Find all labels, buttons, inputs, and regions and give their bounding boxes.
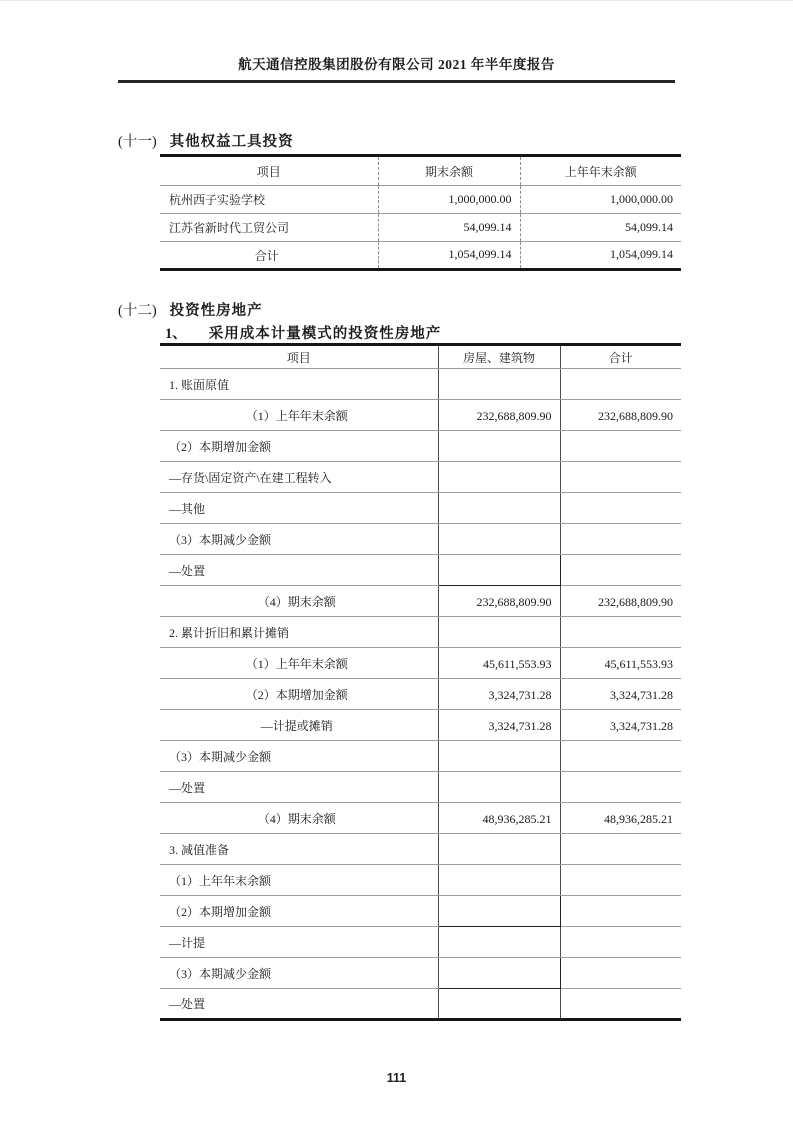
row-value-cell: 3,324,731.28: [560, 679, 681, 710]
table-row: [160, 462, 681, 493]
row-item-cell: 2. 累计折旧和累计摊销: [160, 617, 438, 648]
row-value-cell: 1,054,099.14: [610, 247, 673, 261]
row-value-cell: [438, 431, 560, 462]
row-value-cell: [560, 617, 681, 648]
row-value-cell: [438, 896, 560, 927]
table-row: [160, 369, 681, 400]
table-row: [160, 524, 681, 555]
row-value-cell: 48,936,285.21: [438, 803, 560, 834]
row-item-cell: —计提: [160, 927, 438, 958]
row-value-cell: 232,688,809.90: [438, 586, 560, 617]
row-value-cell: [438, 462, 560, 493]
row-value-cell: [560, 555, 681, 586]
row-value-cell: [560, 741, 681, 772]
column-header-ending-balance: 期末余额: [378, 156, 520, 186]
row-item-cell: 江苏省新时代工贸公司: [160, 214, 378, 242]
row-value-cell: 54,099.14: [378, 214, 520, 242]
table-row: [160, 186, 681, 214]
row-item-cell: 3. 减值准备: [160, 834, 438, 865]
page-header-title: 航天通信控股集团股份有限公司 2021 年半年度报告: [118, 53, 675, 83]
row-item-cell: （2）本期增加金额: [160, 431, 438, 462]
table-row: [160, 493, 681, 524]
section-number: (十一): [118, 134, 157, 150]
row-value-cell: [438, 369, 560, 400]
row-value-cell: 1,054,099.14: [378, 242, 520, 270]
subsection-heading-cost-model: [165, 322, 441, 343]
table-row: [160, 242, 681, 270]
row-item-cell: （3）本期减少金额: [160, 524, 438, 555]
table-row: [160, 741, 681, 772]
row-value-cell: 232,688,809.90: [438, 400, 560, 431]
table-row: [160, 865, 681, 896]
table-header-row: [160, 345, 681, 369]
row-item-cell: （4）期末余额: [160, 586, 438, 617]
section-title: 投资性房地产: [169, 303, 263, 319]
table-row: [160, 803, 681, 834]
row-item-cell: （3）本期减少金额: [160, 958, 438, 989]
row-item-cell: （1）上年年末余额: [160, 648, 438, 679]
column-header-item: 项目: [160, 156, 378, 186]
row-item-cell: （1）上年年末余额: [160, 400, 438, 431]
row-value-cell: [438, 927, 560, 958]
row-value-cell: 3,324,731.28: [438, 679, 560, 710]
row-value-cell: [560, 493, 681, 524]
section-heading-other-equity: [118, 130, 294, 151]
row-item-cell: （4）期末余额: [160, 803, 438, 834]
row-value-cell: 232,688,809.90: [560, 400, 681, 431]
row-item-cell: —其他: [160, 493, 438, 524]
table-row: [160, 989, 681, 1020]
table-row: [160, 586, 681, 617]
table-row: [160, 896, 681, 927]
row-value-cell: 232,688,809.90: [560, 586, 681, 617]
row-item-cell: 杭州西子实验学校: [160, 186, 378, 214]
table-header-row: [160, 156, 681, 186]
table-row: [160, 648, 681, 679]
row-item-cell: （1）上年年末余额: [160, 865, 438, 896]
row-item-cell: —存货\固定资产\在建工程转入: [160, 462, 438, 493]
row-value-cell: [560, 834, 681, 865]
row-value-cell: 3,324,731.28: [438, 710, 560, 741]
column-header-item: 项目: [160, 345, 438, 369]
row-value-cell: [438, 741, 560, 772]
row-value-cell: 1,000,000.00: [520, 186, 681, 214]
table-row: [160, 958, 681, 989]
row-item-cell: （3）本期减少金额: [160, 741, 438, 772]
column-header-buildings: 房屋、建筑物: [438, 345, 560, 369]
row-value-cell: [438, 865, 560, 896]
row-item-cell: 1. 账面原值: [160, 369, 438, 400]
row-value-cell: [560, 896, 681, 927]
table-row: [160, 834, 681, 865]
investment-property-table: [160, 343, 681, 1021]
row-value-cell: 48,936,285.21: [560, 803, 681, 834]
section-heading-investment-property: [118, 299, 263, 320]
row-value-cell: 54,099.14: [520, 214, 681, 242]
row-item-cell: —处置: [160, 555, 438, 586]
row-value-cell: [560, 369, 681, 400]
column-header-prior-year-balance: 上年年末余额: [520, 156, 681, 186]
row-value-cell: [560, 431, 681, 462]
row-value-cell: [560, 524, 681, 555]
row-value-cell: [438, 989, 560, 1020]
row-item-cell: —计提或摊销: [160, 710, 438, 741]
row-value-cell: [438, 493, 560, 524]
other-equity-table: [160, 154, 681, 271]
table-row: [160, 555, 681, 586]
row-item-cell: 合计: [160, 242, 378, 270]
subsection-number: 1、: [165, 326, 187, 342]
row-value-cell: 45,611,553.93: [560, 648, 681, 679]
row-value-cell: 3,324,731.28: [560, 710, 681, 741]
row-value-cell: [438, 617, 560, 648]
row-value-cell: [560, 772, 681, 803]
table-row: [160, 772, 681, 803]
row-value-cell: [560, 927, 681, 958]
row-value-cell: [438, 524, 560, 555]
row-value-cell: [560, 865, 681, 896]
row-item-cell: （2）本期增加金额: [160, 679, 438, 710]
table-row: [160, 214, 681, 242]
subsection-title: 采用成本计量模式的投资性房地产: [208, 326, 442, 342]
table-row: [160, 617, 681, 648]
table-row: [160, 400, 681, 431]
row-item-cell: （2）本期增加金额: [160, 896, 438, 927]
section-title: 其他权益工具投资: [169, 134, 294, 150]
column-header-total: 合计: [560, 345, 681, 369]
row-value-cell: [560, 958, 681, 989]
row-value-cell: 45,611,553.93: [438, 648, 560, 679]
row-value-cell: [438, 772, 560, 803]
table-row: [160, 927, 681, 958]
section-number: (十二): [118, 303, 157, 319]
table-row: [160, 710, 681, 741]
table-row: [160, 431, 681, 462]
row-value-cell: [560, 462, 681, 493]
page-number: 111: [386, 1071, 407, 1085]
row-item-cell: —处置: [160, 989, 438, 1020]
row-value-cell: [438, 834, 560, 865]
table-row: [160, 679, 681, 710]
row-value-cell: 1,000,000.00: [378, 186, 520, 214]
row-item-cell: —处置: [160, 772, 438, 803]
row-value-cell: [438, 555, 560, 586]
row-value-cell: [560, 989, 681, 1020]
row-value-cell: [438, 958, 560, 989]
